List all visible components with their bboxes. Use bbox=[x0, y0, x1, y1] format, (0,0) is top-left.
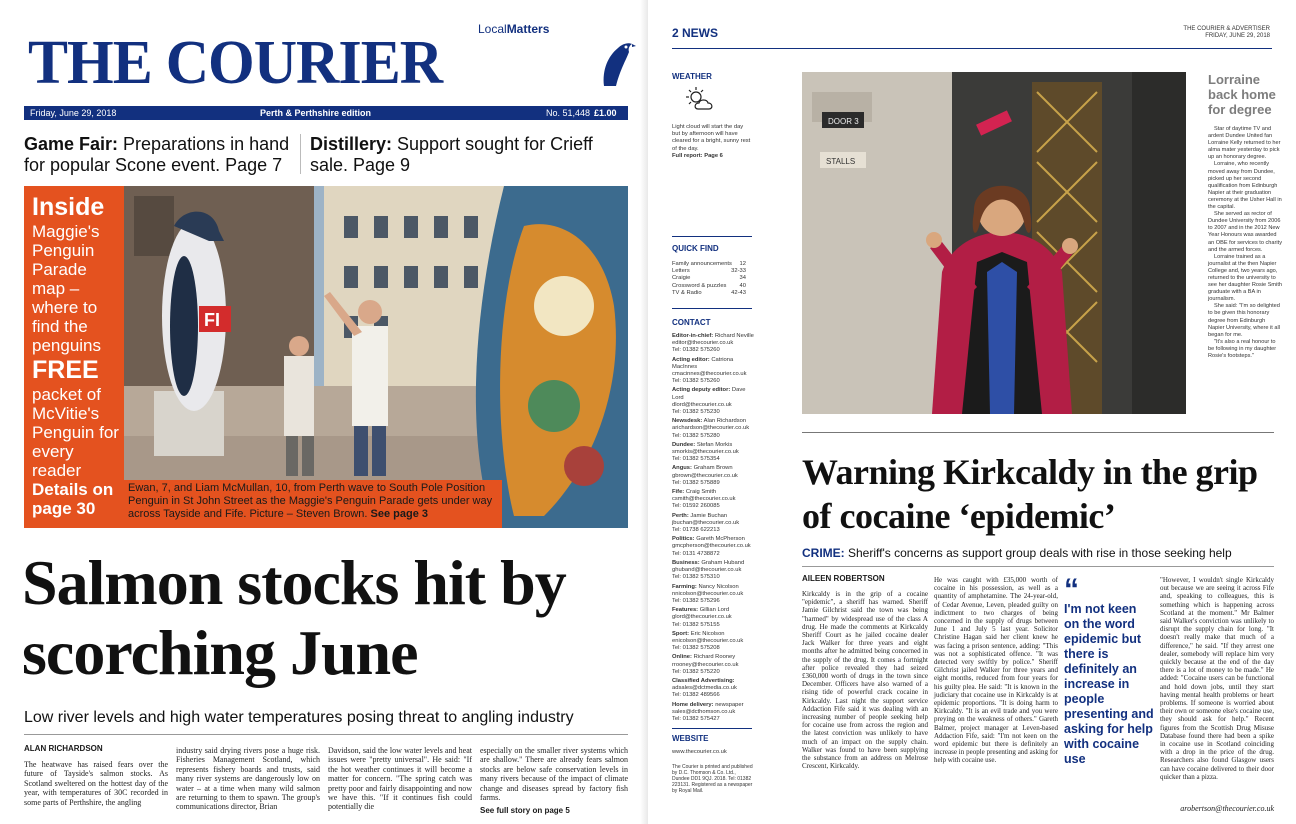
quick-find-label: Crossword & puzzles bbox=[672, 282, 727, 289]
contact-panel bbox=[672, 318, 754, 725]
author-email[interactable]: arobertson@thecourier.co.uk bbox=[1180, 804, 1274, 813]
contact-email[interactable]: arichardson@thecourier.co.uk bbox=[672, 425, 750, 432]
contact-tel: Tel: 01382 575155 bbox=[672, 621, 720, 628]
photo-caption: Ewan, 7, and Liam McMullan, 10, from Perth wave to South Pole Position Penguin in St John Street as the Maggie's Penguin Parade gets under way across Tayside and Fife. Picture – Steven Brown. See page 3 bbox=[128, 482, 493, 520]
contact-email[interactable]: nnicolson@thecourier.co.uk bbox=[672, 590, 744, 597]
front-column-4: especially on the smaller river systems which are shallow." There are already fears salmon stocks are below safe conservation levels in many rivers because of the impact of climate change and diseases spread by factory fish farms. bbox=[480, 746, 628, 803]
contact-role: Sport: bbox=[672, 630, 690, 637]
contact-tel: Tel: 01382 575208 bbox=[672, 645, 720, 652]
quick-find-page: 42-43 bbox=[731, 289, 746, 296]
website-heading: WEBSITE bbox=[672, 734, 709, 743]
contact-tel: Tel: 01382 575889 bbox=[672, 479, 720, 486]
contact-role: Features: bbox=[672, 607, 699, 614]
quote-mark-icon: “ bbox=[1064, 573, 1079, 606]
contact-name: Gillian Lord bbox=[699, 607, 730, 614]
front-subhead: Low river levels and high water temperatures posing threat to angling industry bbox=[24, 709, 574, 726]
front-column-2: industry said drying rivers pose a huge risk. Fisheries Management Scotland, which represents fishery boards and trusts, said many river systems are dangerously low on water – at a time when many wild salmon are returning to them to spawn. The group's communications director, Brian bbox=[176, 746, 320, 812]
quick-find-page: 34 bbox=[739, 275, 746, 282]
website-panel bbox=[672, 734, 754, 794]
contact-entry bbox=[672, 702, 754, 724]
contact-name: Graham Huband bbox=[701, 559, 745, 566]
courier-bird-logo-icon bbox=[596, 36, 636, 90]
contact-role: Fife: bbox=[672, 489, 685, 496]
contact-entry bbox=[672, 465, 754, 487]
news-page-2 bbox=[648, 0, 1296, 824]
contact-entry bbox=[672, 584, 754, 606]
front-column-3: Davidson, said the low water levels and heat issues were "pretty universal". He said: "If the hot weather continues it will become a matter for concern. "The spring catch was pretty poor and fairly disappointing and now we have this. "If it continues fish could potentially die bbox=[328, 746, 472, 812]
see-full-story-link[interactable]: See full story on page 5 bbox=[480, 806, 570, 815]
quick-find-row[interactable] bbox=[672, 275, 746, 282]
rule bbox=[24, 734, 628, 735]
contact-email[interactable]: adsales@dctmedia.co.uk bbox=[672, 685, 737, 692]
free-text: packet of McVitie's Penguin for every reader bbox=[32, 385, 119, 480]
contact-email[interactable]: sales@dcthomson.co.uk bbox=[672, 708, 736, 715]
website-url[interactable]: www.thecourier.co.uk bbox=[672, 749, 727, 755]
see-page-3-link[interactable]: See page 3 bbox=[370, 508, 429, 520]
contact-role: Politics: bbox=[672, 536, 695, 543]
contact-email[interactable]: csmith@thecourier.co.uk bbox=[672, 496, 736, 503]
issue-number: No. 51,448 bbox=[546, 108, 591, 118]
penguin-sign-text: FI bbox=[204, 310, 220, 330]
contact-entry bbox=[672, 418, 754, 440]
paper-dateline: THE COURIER & ADVERTISER FRIDAY, JUNE 29, 2018 bbox=[1183, 26, 1270, 39]
quick-find-panel bbox=[672, 244, 752, 297]
edition: Perth & Perthshire edition bbox=[260, 108, 372, 118]
teaser-game-fair[interactable]: Game Fair: Preparations in hand for popular Scone event. Page 7 bbox=[24, 134, 290, 175]
contact-name: Graham Brown bbox=[693, 465, 733, 472]
contact-tel: Tel: 01382 575230 bbox=[672, 409, 720, 416]
contact-email[interactable]: rrooney@thecourier.co.uk bbox=[672, 661, 739, 668]
contact-tel: Tel: 01382 575310 bbox=[672, 574, 720, 581]
contact-name: Alan Richardson bbox=[703, 418, 747, 425]
weather-text: Light cloud will start the day but by afternoon will have cleared for a bright, sunny rest of the day. bbox=[672, 124, 751, 152]
section-label: 2 NEWS bbox=[672, 26, 719, 40]
quick-find-label: Family announcements bbox=[672, 261, 732, 267]
kirkcaldy-byline: AILEEN ROBERTSON bbox=[802, 574, 885, 583]
details-text: Details on page 30 bbox=[32, 480, 114, 518]
contact-name: Stefan Morkis bbox=[696, 441, 733, 448]
contact-role: Farming: bbox=[672, 583, 697, 590]
contact-entry bbox=[672, 442, 754, 464]
contact-name: Richard Rooney bbox=[693, 654, 736, 661]
door-sign: DOOR 3 bbox=[828, 117, 859, 126]
contact-email[interactable]: glord@thecourier.co.uk bbox=[672, 614, 732, 621]
contact-role: Classified Advertising: bbox=[672, 677, 735, 684]
contact-role: Acting editor: bbox=[672, 356, 710, 363]
contact-email[interactable]: editor@thecourier.co.uk bbox=[672, 340, 734, 347]
kirkcaldy-column-3: "However, I wouldn't single Kirkcaldy out because we are seeing it across Fife and, speaking to colleagues, this is something which is happening across Scotland at the moment." Mr Balmer said Walker's conviction was unlikely to disrupt the supply chain for long. "It doesn't really make that much of a difference," he said. "If they arrest one dealer, somebody will replace him very quickly because at the end of the day there is a lot of money to be made." He added: "Cocaine users can be functional and hold down jobs, until they start having mental health problems or heart problems. If someone is worried about their own or someone else's cocaine use, they should ask for help." Recent figures from the Scottish Drug Misuse Database found there had been a spike in cocaine use in Scotland coinciding with a drop in the price of the drug. Researchers also found Glasgow users can have cocaine delivered to their door quicker than a pizza. bbox=[1160, 576, 1274, 781]
contact-entry bbox=[672, 489, 754, 511]
contact-role: Acting deputy editor: bbox=[672, 387, 731, 394]
contact-name: Eric Nicolson bbox=[690, 630, 725, 637]
contact-name: Catriona MacInnes bbox=[672, 356, 734, 370]
rule bbox=[672, 728, 752, 729]
contact-name: newspaper bbox=[715, 701, 744, 708]
contact-email[interactable]: gbrown@thecourier.co.uk bbox=[672, 472, 738, 479]
quick-find-page: 40 bbox=[739, 282, 746, 289]
quick-find-page: 32-33 bbox=[731, 268, 746, 275]
contact-name: Nancy Nicolson bbox=[698, 583, 739, 590]
inside-heading: Inside bbox=[32, 193, 105, 221]
contact-email[interactable]: ghuband@thecourier.co.uk bbox=[672, 567, 742, 574]
weather-panel bbox=[672, 72, 752, 160]
contact-email[interactable]: smorkis@thecourier.co.uk bbox=[672, 449, 739, 456]
quick-find-label: TV & Radio bbox=[672, 289, 702, 296]
pull-quote-text: I'm not keen on the word epidemic but there is definitely an increase in people presenting and asking for help with cocaine use bbox=[1064, 602, 1154, 766]
masthead-title[interactable]: THE COURIER bbox=[28, 27, 443, 97]
contact-email[interactable]: gmcpherson@thecourier.co.uk bbox=[672, 543, 751, 550]
contact-entry bbox=[672, 387, 754, 416]
kirkcaldy-headline[interactable]: Warning Kirkcaldy in the grip of cocaine ‘epidemic’ bbox=[802, 452, 1258, 536]
contact-name: Gareth McPherson bbox=[696, 536, 745, 543]
contact-entry bbox=[672, 513, 754, 535]
contact-tel: Tel: 01382 575354 bbox=[672, 456, 720, 463]
rule bbox=[672, 308, 752, 309]
dateline-bar bbox=[24, 106, 628, 120]
contact-role: Dundee: bbox=[672, 441, 696, 448]
contact-tel: Tel: 01382 575296 bbox=[672, 597, 720, 604]
sun-cloud-icon bbox=[686, 87, 716, 113]
contact-tel: Tel: 0131 4738872 bbox=[672, 550, 720, 557]
contact-tel: Tel: 01738 622213 bbox=[672, 527, 720, 534]
contact-name: Jamie Buchan bbox=[690, 512, 728, 519]
quick-find-row[interactable] bbox=[672, 261, 746, 268]
contact-name: Craig Smith bbox=[685, 489, 717, 496]
rule bbox=[802, 432, 1274, 433]
contact-role: Editor-in-chief: bbox=[672, 333, 714, 339]
contact-name: Dave Lord bbox=[672, 387, 746, 401]
lorraine-heading[interactable]: Lorraine back home for degree bbox=[1208, 72, 1276, 117]
kirkcaldy-column-2: He was caught with £35,000 worth of cocaine in his possession, as well as a quantity of amphetamine. The 24-year-old, of Cedar Avenue, Leven, pleaded guilty on indictment to two charges of being concerned in the supply of drugs between June 1 and July 5 last year. Solicitor Christine Hagan said her client knew he was facing a prison sentence, adding: "This was not a sophisticated offence. "It was detected very swiftly by police." Sheriff Gilchrist jailed Walker for three years and eight months, reduced from four years for his guilty plea. He said: "It is known in the judiciary that cocaine use in Kirkcaldy is at epidemic proportions. "It is doing harm to Kirkcaldy. "It is an evil trade and you were preying on the weakness of others." Gareth Balmer, project manager at Leven-based Addaction Fife, said: "I'm not keen on the word epidemic but there is definitely an increase in people presenting and asking for help with cocaine use. bbox=[934, 576, 1058, 765]
contact-heading: CONTACT bbox=[672, 318, 711, 327]
contact-email[interactable]: jbuchan@thecourier.co.uk bbox=[672, 519, 740, 526]
contact-tel: Tel: 01382 575220 bbox=[672, 668, 720, 675]
date: Friday, June 29, 2018 bbox=[30, 108, 117, 118]
contact-entry bbox=[672, 560, 754, 582]
weather-link[interactable]: Full report: Page 6 bbox=[672, 152, 723, 159]
inside-lines: Maggie's Penguin Parade map – where to find the penguins bbox=[32, 222, 102, 355]
contact-entry bbox=[672, 631, 754, 653]
contact-entry bbox=[672, 607, 754, 629]
quick-find-heading: QUICK FIND bbox=[672, 244, 719, 253]
contact-entry bbox=[672, 678, 754, 700]
lorraine-kelly-photo bbox=[802, 72, 1186, 414]
contact-name: Richard Neville bbox=[714, 333, 754, 339]
top-rule bbox=[672, 48, 1272, 49]
quick-find-row[interactable] bbox=[672, 283, 746, 290]
contact-role: Business: bbox=[672, 559, 700, 566]
quick-find-label: Letters bbox=[672, 268, 690, 275]
free-heading: FREE bbox=[32, 356, 99, 384]
teaser-divider bbox=[300, 134, 301, 174]
contact-entry bbox=[672, 357, 754, 386]
kirkcaldy-column-1: Kirkcaldy is in the grip of a cocaine "epidemic", a sheriff has warned. Sheriff Jamie Gilchrist said the town was being "harmed" by widespread use of the class A drug. He made the comments at Kirkcaldy Sheriff Court as he jailed cocaine dealer Jack Walker for three years and eight months after he admitted being concerned in the supply of the drug. It comes a fortnight after police revealed they had seized £360,000 worth of drugs in the town since December. Officers have also warned of a rising tide of powerful crack cocaine in Kirkcaldy. Last night the support service Addaction Fife said it was dealing with an increasing number of people seeking help for cocaine use from across the region and the latest conviction was unlikely to have much of an impact on the supply chain. Walker was found to have been supplying the substance from an address on Melrose Crescent, Kirkcaldy. bbox=[802, 590, 928, 771]
front-column-1: The heatwave has raised fears over the future of Tayside's salmon stocks. As Scotland sweltered on the hottest day of the year, with temperatures of 30C recorded in some parts of Perthshire, the angling bbox=[24, 760, 168, 807]
contact-tel: Tel: 01382 575260 bbox=[672, 378, 720, 385]
imprint: The Courier is printed and published by D.C. Thomson & Co. Ltd., Dundee DD1 9QJ. 2018. Tel: 01382 223131. Registered as a newspaper by Royal Mail. bbox=[672, 764, 753, 795]
contact-email[interactable]: enicolson@thecourier.co.uk bbox=[672, 637, 744, 644]
lorraine-story: Star of daytime TV and ardent Dundee United fan Lorraine Kelly returned to her alma mater yesterday to pick up an honorary degree. Lorraine, who recently moved away from Dundee, picked up her second qualification from Edinburgh Napier at their graduation ceremony at the Usher Hall in the capital. She served as rector of Dundee University from 2006 to 2007 and in the 2012 New Year Honours was awarded an OBE for services to charity and the armed forces. Lorraine trained as a journalist at the then Napier College and, two years ago, returned to the university to see her daughter Rosie Smith graduate with a BA in journalism. She said: "I'm so delighted to be given this honorary degree from Edinburgh Napier University, where it all began for me. "It's also a real honour to be following in my daughter Rosie's footsteps." bbox=[1208, 126, 1283, 359]
front-byline: ALAN RICHARDSON bbox=[24, 744, 103, 753]
contact-entry bbox=[672, 333, 754, 355]
contact-tel: Tel: 01382 489566 bbox=[672, 692, 720, 699]
contact-tel: Tel: 01382 575280 bbox=[672, 432, 720, 439]
contact-email[interactable]: dlord@thecourier.co.uk bbox=[672, 401, 732, 408]
weather-heading: WEATHER bbox=[672, 72, 712, 81]
quick-find-row[interactable] bbox=[672, 290, 746, 297]
contact-tel: Tel: 01592 260085 bbox=[672, 503, 720, 510]
contact-entry bbox=[672, 654, 754, 676]
quick-find-label: Craigie bbox=[672, 275, 691, 282]
quick-find-page: 12 bbox=[739, 261, 746, 267]
rule bbox=[672, 236, 752, 237]
inside-panel-text[interactable] bbox=[32, 192, 124, 518]
front-headline[interactable]: Salmon stocks hit by scorching June bbox=[22, 547, 566, 688]
pull-quote bbox=[1064, 573, 1154, 767]
price: £1.00 bbox=[594, 108, 617, 118]
contact-tel: Tel: 01382 575427 bbox=[672, 715, 720, 722]
teaser-distillery[interactable]: Distillery: Support sought for Crieff sale. Page 9 bbox=[310, 134, 593, 175]
contact-entry bbox=[672, 536, 754, 558]
contact-role: Perth: bbox=[672, 512, 689, 519]
quick-find-row[interactable] bbox=[672, 268, 746, 275]
contact-role: Newsdesk: bbox=[672, 418, 703, 425]
contact-role: Online: bbox=[672, 654, 692, 661]
contact-tel: Tel: 01382 575260 bbox=[672, 347, 720, 354]
crime-strapline: CRIME: Sheriff's concerns as support group deals with rise in those seeking help bbox=[802, 546, 1232, 560]
rule bbox=[802, 566, 1274, 567]
contact-role: Angus: bbox=[672, 465, 692, 472]
local-matters-label: LocalMatters bbox=[478, 22, 550, 36]
stalls-sign: STALLS bbox=[826, 157, 856, 166]
contact-role: Home delivery: bbox=[672, 701, 714, 708]
contact-email[interactable]: cmacinnes@thecourier.co.uk bbox=[672, 371, 747, 378]
